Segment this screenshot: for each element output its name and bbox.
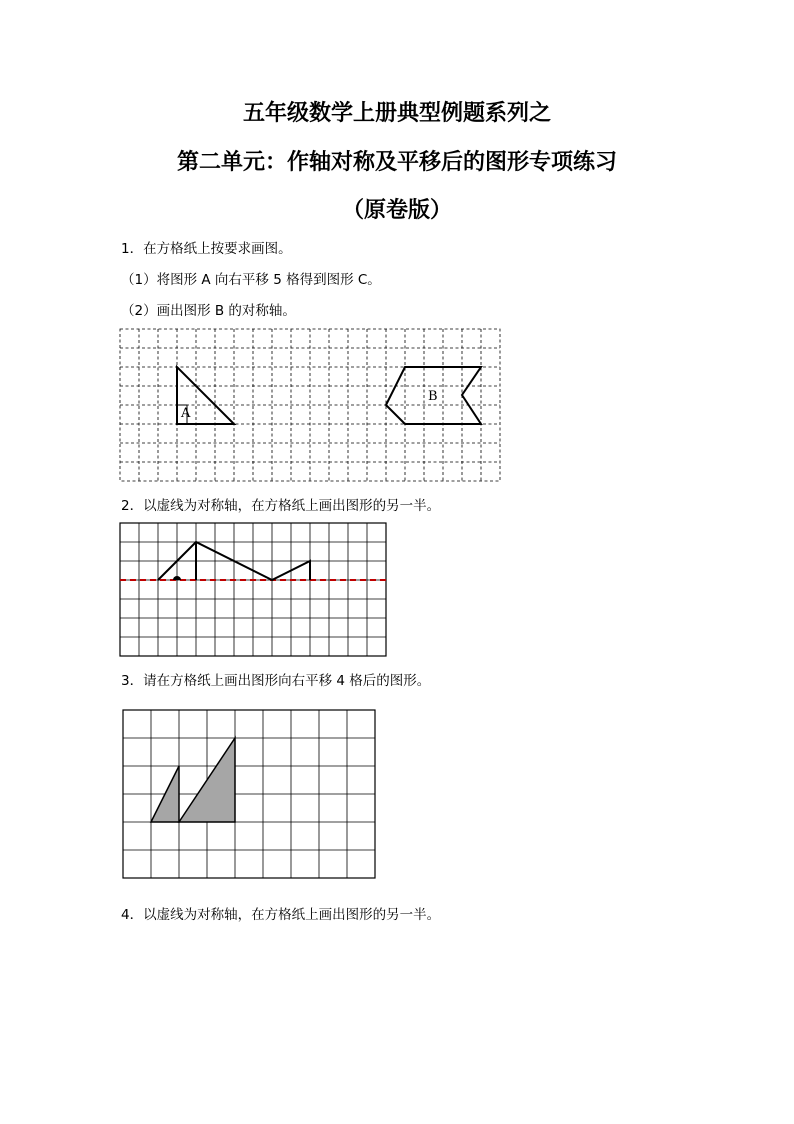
document-subtitle: 第二单元：作轴对称及平移后的图形专项练习 xyxy=(176,150,617,175)
question-1-sub-2: （2）画出图形 B 的对称轴。 xyxy=(121,303,296,319)
eye-dot xyxy=(173,576,181,580)
question-1-text: 1．在方格纸上按要求画图。 xyxy=(121,241,292,257)
question-2-grid xyxy=(120,523,386,656)
shape-b-label: B xyxy=(428,389,438,404)
question-4-text: 4．以虚线为对称轴，在方格纸上画出图形的另一半。 xyxy=(121,907,441,923)
shape-a-label: A xyxy=(181,406,191,421)
question-2-text: 2．以虚线为对称轴，在方格纸上画出图形的另一半。 xyxy=(121,498,441,514)
question-1-grid xyxy=(120,329,500,481)
question-3-grid xyxy=(123,710,375,878)
document-version: （原卷版） xyxy=(341,198,452,223)
question-3-text: 3．请在方格纸上画出图形向右平移 4 格后的图形。 xyxy=(121,673,431,689)
question-1-sub-1: （1）将图形 A 向右平移 5 格得到图形 C。 xyxy=(121,272,381,288)
document-title: 五年级数学上册典型例题系列之 xyxy=(242,101,551,126)
